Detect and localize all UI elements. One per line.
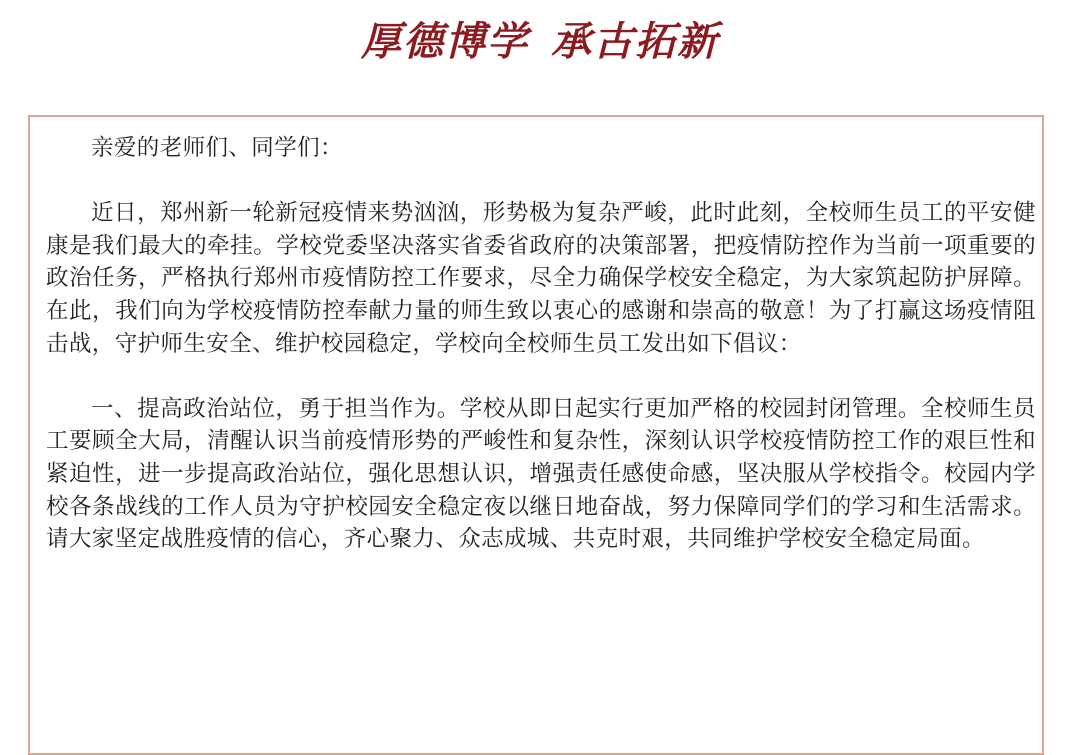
motto-left: 厚德博学 <box>361 18 529 65</box>
paragraph-intro: 近日，郑州新一轮新冠疫情来势汹汹，形势极为复杂严峻，此时此刻，全校师生员工的平安健康是我们最大的牵挂。学校党委坚决落实省委省政府的决策部署，把疫情防控作为当前一项重要的政治任务，严格执行郑州市疫情防控工作要求，尽全力确保学校安全稳定，为大家筑起防护屏障。在此，我们向为学校疫情防控奉献力量的师生致以衷心的感谢和崇高的敬意！为了打赢这场疫情阻击战，守护师生安全、维护校园稳定，学校向全校师生员工发出如下倡议： <box>46 200 1036 357</box>
paragraph-point-1: 一、提高政治站位，勇于担当作为。学校从即日起实行更加严格的校园封闭管理。全校师生员工要顾全大局，清醒认识当前疫情形势的严峻性和复杂性，深刻认识学校疫情防控工作的艰巨性和紧迫性，进一步提高政治站位，强化思想认识，增强责任感使命感，坚决服从学校指令。校园内学校各条战线的工作人员为守护校园安全稳定夜以继日地奋战，努力保障同学们的学习和生活需求。请大家坚定战胜疫情的信心，齐心聚力、众志成城、共克时艰，共同维护学校安全稳定局面。 <box>46 395 1036 553</box>
letter-body <box>46 132 1036 588</box>
school-motto <box>0 14 1080 70</box>
salutation: 亲爱的老师们、同学们： <box>91 135 343 161</box>
motto-right: 承古拓新 <box>551 18 719 65</box>
